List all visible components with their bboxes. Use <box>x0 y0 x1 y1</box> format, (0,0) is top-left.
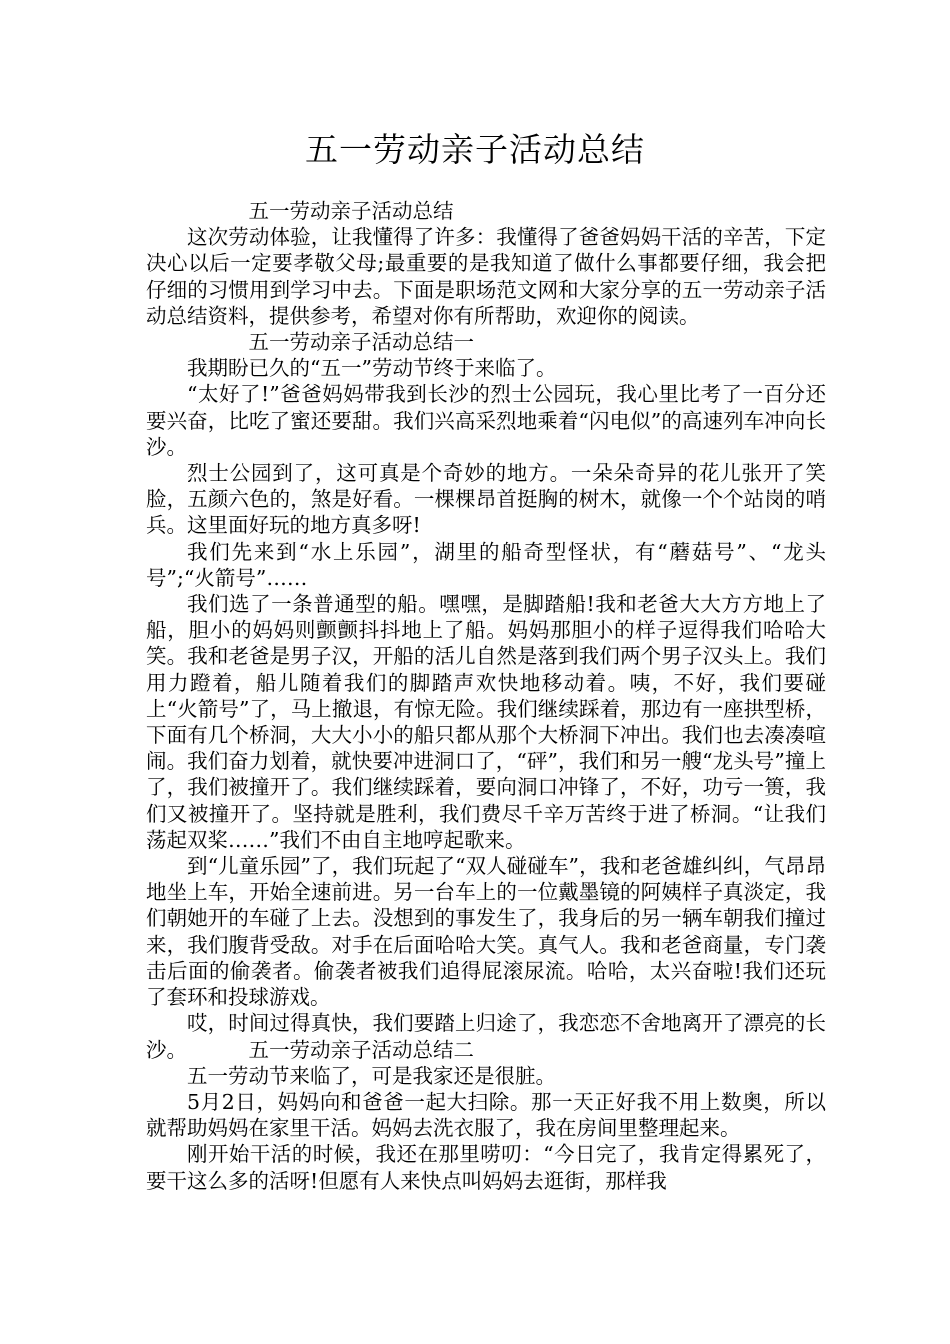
intro-heading: 五一劳动亲子活动总结 <box>248 199 454 223</box>
paragraph: 5月2日，妈妈向和爸爸一起大扫除。那一天正好我不用上数奥，所以就帮助妈妈在家里干活。妈妈去洗衣服了，我在房间里整理起来。 <box>146 1089 826 1141</box>
paragraph: 烈士公园到了，这可真是个奇妙的地方。一朵朵奇异的花儿张开了笑脸，五颜六色的，煞是好看。一棵棵昂首挺胸的树木，就像一个个站岗的哨兵。这里面好玩的地方真多呀! <box>146 461 826 538</box>
section-heading-1: 五一劳动亲子活动总结一 <box>248 330 474 355</box>
paragraph: 我期盼已久的“五一”劳动节终于来临了。 <box>187 356 557 381</box>
paragraph: “太好了!”爸爸妈妈带我到长沙的烈士公园玩，我心里比考了一百分还要兴奋，比吃了蜜还要甜。我们兴高采烈地乘着“闪电似”的高速列车冲向长沙。 <box>146 382 826 459</box>
paragraph: 到“儿童乐园”了，我们玩起了“双人碰碰车”，我和老爸雄纠纠，气昂昂地坐上车，开始全速前进。另一台车上的一位戴墨镜的阿姨样子真淡定，我们朝她开的车碰了上去。没想到的事发生了，我身后的另一辆车朝我们撞过来，我们腹背受敌。对手在后面哈哈大笑。真气人。我和老爸商量，专门袭击后面的偷袭者。偷袭者被我们追得屁滚尿流。哈哈，太兴奋啦!我们还玩了套环和投球游戏。 <box>146 854 826 1010</box>
document-body <box>146 198 826 1194</box>
paragraph: 五一劳动节来临了，可是我家还是很脏。 <box>187 1063 556 1088</box>
paragraph: 我们选了一条普通型的船。嘿嘿，是脚踏船!我和老爸大大方方地上了船，胆小的妈妈则颤颤抖抖地上了船。妈妈那胆小的样子逗得我们哈哈大笑。我和老爸是男子汉，开船的活儿自然是落到我们两个男子汉头上。我们用力蹬着，船儿随着我们的脚踏声欢快地移动着。咦，不好，我们要碰上“火箭号”了，马上撤退，有惊无险。我们继续踩着，那边有一座拱型桥，下面有几个桥洞，大大小小的船只都从那个大桥洞下冲出。我们也去凑凑喧闹。我们奋力划着，就快要冲进洞口了，“砰”，我们和另一艘“龙头号”撞上了，我们被撞开了。我们继续踩着，要向洞口冲锋了，不好，功亏一篑，我们又被撞开了。坚持就是胜利，我们费尽千辛万苦终于进了桥洞。“让我们荡起双桨……”我们不由自主地哼起歌来。 <box>146 592 826 852</box>
document-title: 五一劳动亲子活动总结 <box>305 130 645 169</box>
section-heading-2: 五一劳动亲子活动总结二 <box>248 1037 474 1062</box>
intro-paragraph: 这次劳动体验，让我懂得了许多：我懂得了爸爸妈妈干活的辛苦，下定决心以后一定要孝敬父母;最重要的是我知道了做什么事都要仔细，我会把仔细的习惯用到学习中去。下面是职场范文网和大家分享的五一劳动亲子活动总结资料，提供参考，希望对你有所帮助，欢迎你的阅读。 <box>146 225 826 328</box>
paragraph-text: 哎，时间过得真快，我们要踏上归途了，我恋恋不舍地离开了漂亮的长沙。 <box>146 1011 826 1062</box>
paragraph: 我们先来到“水上乐园”，湖里的船奇型怪状，有“蘑菇号”、“龙头号”;“火箭号”…… <box>146 539 826 590</box>
paragraph: 刚开始干活的时候，我还在那里唠叨：“今日完了，我肯定得累死了，要干这么多的活呀!但愿有人来快点叫妈妈去逛街，那样我 <box>146 1142 826 1193</box>
paragraph-with-heading <box>146 1010 826 1062</box>
